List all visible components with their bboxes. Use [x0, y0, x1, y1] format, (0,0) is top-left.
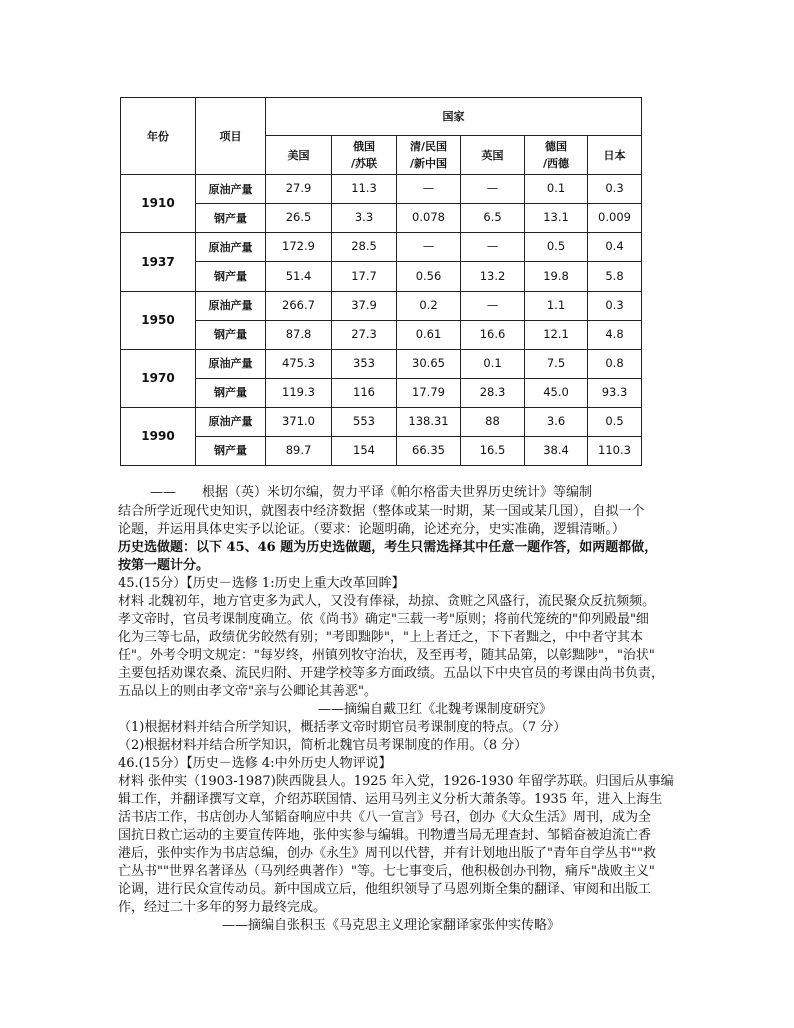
value-cell: 116 — [332, 378, 397, 407]
table-row — [121, 204, 642, 233]
value-cell: 353 — [332, 349, 397, 378]
value-cell: 0.3 — [588, 291, 642, 320]
q46-material-line: 材料 张仲实（1903-1987)陕西陇县人。1925 年入党，1926-1930 年留学苏联。归国后从事编 — [118, 774, 674, 789]
q46-material-line: 辑工作，并翻译撰写文章，介绍苏联国情、运用马列主义分析大萧条等。1935 年，进入上海生 — [118, 792, 663, 807]
value-cell: — — [397, 233, 461, 262]
item-cell: 原油产量 — [196, 349, 266, 378]
value-cell: 172.9 — [266, 233, 332, 262]
value-cell: 1.1 — [525, 291, 588, 320]
value-cell: 0.009 — [588, 204, 642, 233]
header-country-cell: 美国 — [266, 136, 332, 175]
header-year: 年份 — [121, 98, 196, 175]
table-row — [121, 349, 642, 378]
value-cell: 19.8 — [525, 262, 588, 291]
q46-source: ——摘编自张积玉《马克思主义理论家翻译家张仲实传略》 — [222, 918, 561, 933]
item-cell: 钢产量 — [196, 262, 266, 291]
value-cell: 93.3 — [588, 378, 642, 407]
q45-material-line: 化为三等七品，政绩优劣皎然有别；"考即黜陟"，"上上者迁之，下下者黜之，中中者守其本 — [118, 630, 643, 645]
value-cell: — — [461, 233, 525, 262]
q46-heading: 46.(15分）【历史－选修 4:中外历史人物评说】 — [118, 756, 392, 771]
table-row — [121, 320, 642, 349]
q45-material-line: 材料 北魏初年，地方官吏多为武人，又没有俸禄，劫掠、贪赃之风盛行，流民聚众反抗频频。 — [118, 594, 656, 609]
header-country: 国家 — [266, 98, 642, 136]
table-row — [121, 175, 642, 204]
value-cell: 17.79 — [397, 378, 461, 407]
header-country-cell: 英国 — [461, 136, 525, 175]
value-cell: 6.5 — [461, 204, 525, 233]
q46-material-line: 港后，张仲实作为书店总编，创办《永生》周刊以代替，并有计划地出版了"青年自学丛书""救 — [118, 846, 656, 861]
item-cell: 钢产量 — [196, 378, 266, 407]
q45-material-line: 孝文帝时，官员考课制度确立。依《尚书》确定"三载一考"原则；将前代笼统的"仰列殿最"细 — [118, 612, 649, 627]
value-cell: 16.5 — [461, 436, 525, 465]
q45-heading: 45.(15分）【历史－选修 1:历史上重大改革回眸】 — [118, 576, 405, 591]
production-table — [120, 97, 642, 466]
value-cell: 0.078 — [397, 204, 461, 233]
value-cell: 0.3 — [588, 175, 642, 204]
q46-material-line: 国抗日救亡运动的主要宣传阵地，张仲实参与编辑。刊物遭当局无理查封、邹韬奋被迫流亡香 — [118, 828, 652, 843]
item-cell: 钢产量 — [196, 320, 266, 349]
q45-question-2: （2)根据材料并结合所学知识，简析北魏官员考课制度的作用。（8 分） — [118, 738, 528, 753]
value-cell: 4.8 — [588, 320, 642, 349]
value-cell: 0.4 — [588, 233, 642, 262]
value-cell: 7.5 — [525, 349, 588, 378]
value-cell: 138.31 — [397, 407, 461, 436]
value-cell: 87.8 — [266, 320, 332, 349]
q46-material-line: 活书店工作，书店创办人邹韬奋响应中共《八一宣言》号召，创办《大众生活》周刊，成为全 — [118, 810, 652, 825]
task-line-2: 论题，并运用具体史实予以论证。（要求：论题明确，论述充分，史实准确，逻辑清晰。） — [118, 522, 626, 537]
value-cell: 45.0 — [525, 378, 588, 407]
item-cell: 钢产量 — [196, 204, 266, 233]
value-cell: 16.6 — [461, 320, 525, 349]
table-row — [121, 436, 642, 465]
value-cell: 5.8 — [588, 262, 642, 291]
value-cell: 13.1 — [525, 204, 588, 233]
value-cell: 0.1 — [525, 175, 588, 204]
value-cell: 12.1 — [525, 320, 588, 349]
value-cell: 30.65 — [397, 349, 461, 378]
elective-note-2: 按第一题计分。 — [118, 558, 210, 573]
value-cell: 26.5 — [266, 204, 332, 233]
value-cell: 0.5 — [588, 407, 642, 436]
task-line-1: 结合所学近现代史知识，就图表中经济数据（整体或某一时期，某一国或某几国），自拟一个 — [118, 504, 645, 519]
value-cell: — — [397, 175, 461, 204]
header-item: 项目 — [196, 98, 266, 175]
value-cell: — — [461, 175, 525, 204]
value-cell: 0.8 — [588, 349, 642, 378]
value-cell: 154 — [332, 436, 397, 465]
table-row — [121, 233, 642, 262]
value-cell: 3.3 — [332, 204, 397, 233]
q45-material-line: 主要包括劝课农桑、流民归附、开建学校等多方面政绩。五品以下中央官员的考课由尚书负责， — [118, 666, 665, 681]
table-row — [121, 378, 642, 407]
value-cell: 66.35 — [397, 436, 461, 465]
q45-material-line: 五品以上的则由孝文帝"亲与公卿论其善恶"。 — [118, 684, 377, 699]
value-cell: 553 — [332, 407, 397, 436]
year-cell: 1937 — [121, 233, 196, 291]
value-cell: 110.3 — [588, 436, 642, 465]
q46-material-line: 作，经过二十多年的努力最终完成。 — [118, 900, 327, 915]
item-cell: 原油产量 — [196, 233, 266, 262]
value-cell: 0.61 — [397, 320, 461, 349]
elective-note-1: 历史选做题：以下 45、46 题为历史选做题，考生只需选择其中任意一题作答，如两题都做， — [118, 540, 658, 555]
q46-material-line: 亡丛书""世界名著译丛（马列经典著作）"等。七七事变后，他积极创办刊物，痛斥"战败主义" — [118, 864, 655, 879]
value-cell: 475.3 — [266, 349, 332, 378]
table-row — [121, 407, 642, 436]
value-cell: 0.56 — [397, 262, 461, 291]
q46-material-line: 论调，进行民众宣传动员。新中国成立后，他组织领导了马恩列斯全集的翻译、审阅和出版工 — [118, 882, 652, 897]
header-country-cell: 德国 /西德 — [525, 136, 588, 175]
table-body — [121, 98, 642, 466]
table-row — [121, 291, 642, 320]
q45-material-line: 任"。外考令明文规定："每岁终，州镇列牧守治状，及至再考，随其品第，以彰黜陟"，"治状" — [118, 648, 655, 663]
header-country-cell: 清/民国 /新中国 — [397, 136, 461, 175]
value-cell: 0.2 — [397, 291, 461, 320]
value-cell: 27.9 — [266, 175, 332, 204]
value-cell: 28.3 — [461, 378, 525, 407]
table-source: —— 根据（英）米切尔编，贺力平译《帕尔格雷夫世界历史统计》等编制 — [150, 485, 593, 500]
value-cell: — — [461, 291, 525, 320]
value-cell: 89.7 — [266, 436, 332, 465]
value-cell: 51.4 — [266, 262, 332, 291]
value-cell: 11.3 — [332, 175, 397, 204]
value-cell: 0.5 — [525, 233, 588, 262]
value-cell: 88 — [461, 407, 525, 436]
item-cell: 钢产量 — [196, 436, 266, 465]
value-cell: 38.4 — [525, 436, 588, 465]
value-cell: 371.0 — [266, 407, 332, 436]
value-cell: 0.1 — [461, 349, 525, 378]
value-cell: 266.7 — [266, 291, 332, 320]
item-cell: 原油产量 — [196, 291, 266, 320]
header-country-cell: 日本 — [588, 136, 642, 175]
item-cell: 原油产量 — [196, 407, 266, 436]
value-cell: 3.6 — [525, 407, 588, 436]
value-cell: 119.3 — [266, 378, 332, 407]
value-cell: 27.3 — [332, 320, 397, 349]
q45-source: ——摘编自戴卫红《北魏考课制度研究》 — [318, 702, 553, 717]
table-row — [121, 262, 642, 291]
value-cell: 17.7 — [332, 262, 397, 291]
year-cell: 1990 — [121, 407, 196, 465]
item-cell: 原油产量 — [196, 175, 266, 204]
q45-question-1: （1)根据材料并结合所学知识，概括孝文帝时期官员考课制度的特点。（7 分） — [118, 720, 567, 735]
year-cell: 1950 — [121, 291, 196, 349]
value-cell: 37.9 — [332, 291, 397, 320]
header-country-cell: 俄国 /苏联 — [332, 136, 397, 175]
value-cell: 28.5 — [332, 233, 397, 262]
year-cell: 1910 — [121, 175, 196, 233]
year-cell: 1970 — [121, 349, 196, 407]
value-cell: 13.2 — [461, 262, 525, 291]
